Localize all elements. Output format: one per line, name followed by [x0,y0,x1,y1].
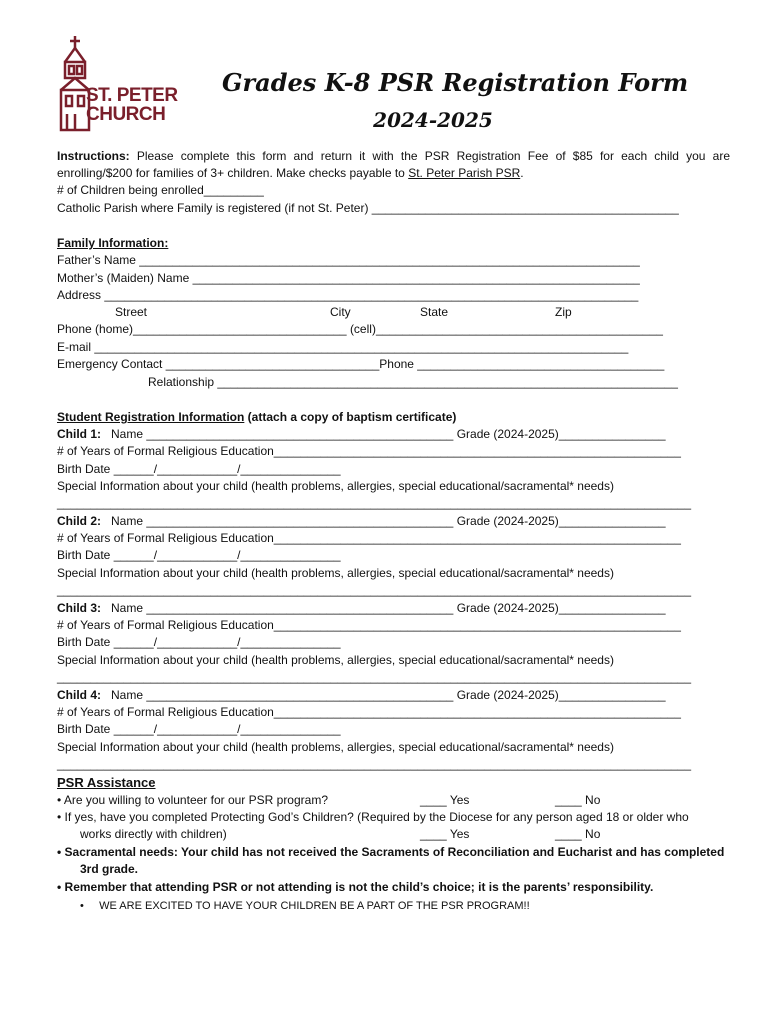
state-label: State [420,305,449,319]
child-1-years-field[interactable]: # of Years of Formal Religious Education_____________________________________________________________ [57,444,681,458]
mother-name-field[interactable]: Mother’s (Maiden) Name ___________________________________________________________________ [57,271,640,285]
volunteer-yes-field[interactable]: ____ Yes [420,793,470,807]
protecting-children-question-cont: works directly with children) [80,827,227,841]
child-3-name-field[interactable]: Child 3: Name ______________________________________________ Grade (2024-2025)________________ [57,601,666,615]
child-3-birth-field[interactable]: Birth Date ______/____________/_______________ [57,635,341,649]
zip-label: Zip [555,305,572,319]
volunteer-no-field[interactable]: ____ No [555,793,601,807]
instructions-line-1: Instructions: Please complete this form and return it with the PSR Registration Fee of $85 for each child you are [57,149,730,163]
protecting-children-question: • If yes, have you completed Protecting God’s Children? (Required by the Diocese for any person aged 18 or older who [57,810,689,824]
protecting-yes-field[interactable]: ____ Yes [420,827,470,841]
parish-field[interactable]: Catholic Parish where Family is registered (if not St. Peter) ______________________________________________ [57,201,679,215]
city-label: City [330,305,351,319]
father-name-field[interactable]: Father’s Name ___________________________________________________________________________ [57,253,640,267]
form-year: 2024-2025 [373,108,493,132]
children-count-field[interactable]: # of Children being enrolled_________ [57,183,264,197]
logo-text: ST. PETER CHURCH [86,85,178,125]
closing-note: • WE ARE EXCITED TO HAVE YOUR CHILDREN BE A PART OF THE PSR PROGRAM!! [80,900,530,912]
protecting-no-field[interactable]: ____ No [555,827,601,841]
child-1-special-field[interactable]: _______________________________________________________________________________________________ [57,496,692,510]
student-heading: Student Registration Information (attach a copy of baptism certificate) [57,410,457,424]
child-4-special-label: Special Information about your child (health problems, allergies, special educational/sacramental* needs) [57,740,614,754]
child-1-special-label: Special Information about your child (health problems, allergies, special educational/sacramental* needs) [57,479,614,493]
family-heading: Family Information: [57,236,169,250]
child-1-birth-field[interactable]: Birth Date ______/____________/_______________ [57,462,341,476]
child-2-special-label: Special Information about your child (health problems, allergies, special educational/sacramental* needs) [57,566,614,580]
assistance-heading: PSR Assistance [57,775,156,790]
child-2-name-field[interactable]: Child 2: Name ______________________________________________ Grade (2024-2025)________________ [57,514,666,528]
sacramental-note: • Sacramental needs: Your child has not received the Sacraments of Reconciliation and Eucharist and has completed [57,845,725,859]
child-3-years-field[interactable]: # of Years of Formal Religious Education_____________________________________________________________ [57,618,681,632]
address-field[interactable]: Address ________________________________________________________________________________ [57,288,639,302]
child-2-birth-field[interactable]: Birth Date ______/____________/_______________ [57,548,341,562]
instructions-line-2: enrolling/$200 for families of 3+ children. Make checks payable to St. Peter Parish PSR. [57,166,524,180]
form-title: Grades K-8 PSR Registration Form [222,68,689,97]
child-4-name-field[interactable]: Child 4: Name ______________________________________________ Grade (2024-2025)________________ [57,688,666,702]
email-field[interactable]: E-mail ________________________________________________________________________________ [57,340,629,354]
child-3-special-label: Special Information about your child (health problems, allergies, special educational/sacramental* needs) [57,653,614,667]
emergency-contact-field[interactable]: Emergency Contact ________________________________Phone _____________________________________ [57,357,665,371]
sacramental-note-cont: 3rd grade. [80,862,139,876]
street-label: Street [115,305,148,319]
relationship-field[interactable]: Relationship _____________________________________________________________________ [148,375,678,389]
child-4-birth-field[interactable]: Birth Date ______/____________/_______________ [57,722,341,736]
phone-field[interactable]: Phone (home)________________________________ (cell)___________________________________________ [57,322,663,336]
child-1-name-field[interactable]: Child 1: Name ______________________________________________ Grade (2024-2025)________________ [57,427,666,441]
payable-to-link: St. Peter Parish PSR [408,166,521,180]
child-4-years-field[interactable]: # of Years of Formal Religious Education_____________________________________________________________ [57,705,681,719]
responsibility-note: • Remember that attending PSR or not attending is not the child’s choice; it is the parents’ responsibility. [57,880,654,894]
child-4-special-field[interactable]: _______________________________________________________________________________________________ [57,757,692,771]
child-2-years-field[interactable]: # of Years of Formal Religious Education_____________________________________________________________ [57,531,681,545]
child-3-special-field[interactable]: _______________________________________________________________________________________________ [57,670,692,684]
volunteer-question: • Are you willing to volunteer for our PSR program? [57,793,328,807]
child-2-special-field[interactable]: _______________________________________________________________________________________________ [57,583,692,597]
